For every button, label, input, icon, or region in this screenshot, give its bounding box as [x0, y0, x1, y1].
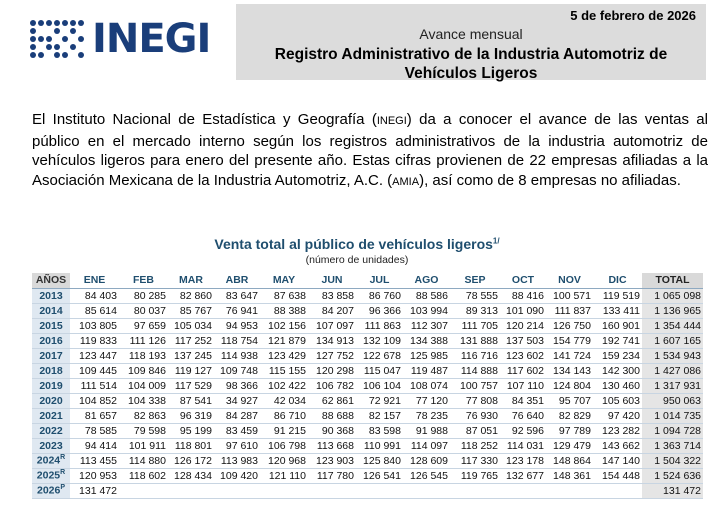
- intro-text-1: El Instituto Nacional de Estadística y Geografía (: [32, 111, 377, 128]
- value-cell: 123 429: [260, 348, 308, 363]
- total-cell: 1 607 165: [642, 333, 703, 348]
- value-cell: 114 938: [214, 348, 260, 363]
- column-header: MAR: [168, 273, 214, 288]
- value-cell: 129 479: [546, 438, 593, 453]
- value-cell: 123 178: [500, 453, 546, 468]
- year-label: 2024: [36, 454, 61, 467]
- table-header-row: [32, 273, 703, 288]
- value-cell: 137 245: [168, 348, 214, 363]
- sales-table: [32, 273, 703, 499]
- column-header: MAY: [260, 273, 308, 288]
- year-cell: [32, 423, 70, 438]
- year-label: 2023: [39, 439, 63, 452]
- intro-paragraph: [32, 110, 708, 192]
- value-cell: 123 282: [593, 423, 642, 438]
- value-cell: 76 941: [214, 303, 260, 318]
- year-cell: [32, 453, 70, 468]
- value-cell: 128 609: [403, 453, 450, 468]
- column-header: AÑOS: [32, 273, 70, 288]
- value-cell: 118 801: [168, 438, 214, 453]
- value-cell: 116 716: [450, 348, 500, 363]
- value-cell: 88 688: [308, 408, 356, 423]
- value-cell: 111 863: [356, 318, 403, 333]
- value-cell: 126 541: [356, 468, 403, 483]
- value-cell: 131 472: [70, 483, 119, 498]
- year-cell: [32, 378, 70, 393]
- value-cell: 109 748: [214, 363, 260, 378]
- value-cell: 117 780: [308, 468, 356, 483]
- value-cell: 111 126: [119, 333, 168, 348]
- value-cell: 110 991: [356, 438, 403, 453]
- total-cell: 950 063: [642, 393, 703, 408]
- value-cell: 142 300: [593, 363, 642, 378]
- value-cell: [119, 483, 168, 498]
- value-cell: 154 779: [546, 333, 593, 348]
- value-cell: 94 953: [214, 318, 260, 333]
- value-cell: 88 416: [500, 288, 546, 303]
- table-title-text: Venta total al público de vehículos ligeros: [214, 236, 493, 252]
- total-cell: 1 094 728: [642, 423, 703, 438]
- column-header: TOTAL: [642, 273, 703, 288]
- value-cell: 105 603: [593, 393, 642, 408]
- value-cell: 113 983: [214, 453, 260, 468]
- value-cell: 83 598: [356, 423, 403, 438]
- total-cell: 1 354 444: [642, 318, 703, 333]
- value-cell: 120 968: [260, 453, 308, 468]
- value-cell: 34 927: [214, 393, 260, 408]
- value-cell: 119 519: [593, 288, 642, 303]
- table-title: [0, 236, 714, 252]
- value-cell: 79 598: [119, 423, 168, 438]
- value-cell: 87 051: [450, 423, 500, 438]
- total-cell: 1 504 322: [642, 453, 703, 468]
- value-cell: 119 487: [403, 363, 450, 378]
- column-header: NOV: [546, 273, 593, 288]
- table-row: [32, 288, 703, 303]
- value-cell: 92 596: [500, 423, 546, 438]
- total-cell: 1 065 098: [642, 288, 703, 303]
- value-cell: 119 127: [168, 363, 214, 378]
- value-cell: 117 252: [168, 333, 214, 348]
- year-label: 2018: [39, 364, 63, 377]
- table-row: [32, 468, 703, 483]
- value-cell: 119 765: [450, 468, 500, 483]
- year-cell: [32, 483, 70, 498]
- value-cell: 91 215: [260, 423, 308, 438]
- year-label: 2015: [39, 319, 63, 332]
- value-cell: 192 741: [593, 333, 642, 348]
- value-cell: 148 361: [546, 468, 593, 483]
- value-cell: 97 789: [546, 423, 593, 438]
- year-label: 2026: [36, 484, 61, 497]
- value-cell: 131 888: [450, 333, 500, 348]
- value-cell: 101 090: [500, 303, 546, 318]
- value-cell: 94 414: [70, 438, 119, 453]
- year-cell: [32, 303, 70, 318]
- column-header: FEB: [119, 273, 168, 288]
- value-cell: 102 156: [260, 318, 308, 333]
- value-cell: 120 214: [500, 318, 546, 333]
- publication-date: 5 de febrero de 2026: [570, 8, 696, 23]
- year-label: 2013: [39, 289, 63, 302]
- value-cell: 113 668: [308, 438, 356, 453]
- table-row: [32, 348, 703, 363]
- value-cell: 89 313: [450, 303, 500, 318]
- value-cell: 80 037: [119, 303, 168, 318]
- value-cell: 114 880: [119, 453, 168, 468]
- value-cell: 132 677: [500, 468, 546, 483]
- intro-text-2: ) da a conocer el avance de las ventas al público en el mercado interno según los registros administrativos de la industria automotriz de vehículos ligeros para enero del presente año. Estas cifras provienen de 22 empresas afiliadas a la Asociación Mexicana de la Industria Automotriz, A.C. (: [32, 111, 708, 189]
- year-label: 2017: [39, 349, 63, 362]
- column-header: ENE: [70, 273, 119, 288]
- value-cell: 123 602: [500, 348, 546, 363]
- value-cell: 125 840: [356, 453, 403, 468]
- value-cell: 132 109: [356, 333, 403, 348]
- value-cell: 126 545: [403, 468, 450, 483]
- value-cell: 134 388: [403, 333, 450, 348]
- table-row: [32, 333, 703, 348]
- value-cell: 80 285: [119, 288, 168, 303]
- year-cell: [32, 333, 70, 348]
- value-cell: 134 143: [546, 363, 593, 378]
- value-cell: [403, 483, 450, 498]
- table-row: [32, 408, 703, 423]
- value-cell: 107 097: [308, 318, 356, 333]
- table-title-note: 1/: [492, 236, 500, 246]
- value-cell: 109 420: [214, 468, 260, 483]
- table-row: [32, 453, 703, 468]
- value-cell: [500, 483, 546, 498]
- value-cell: 82 157: [356, 408, 403, 423]
- table-row: [32, 378, 703, 393]
- year-cell: [32, 468, 70, 483]
- value-cell: [450, 483, 500, 498]
- year-label: 2014: [39, 304, 63, 317]
- value-cell: 125 985: [403, 348, 450, 363]
- value-cell: 114 097: [403, 438, 450, 453]
- value-cell: 106 104: [356, 378, 403, 393]
- total-cell: 1 427 086: [642, 363, 703, 378]
- value-cell: 109 445: [70, 363, 119, 378]
- value-cell: 120 298: [308, 363, 356, 378]
- value-cell: 88 388: [260, 303, 308, 318]
- logo-dots-icon: [28, 17, 86, 61]
- value-cell: 97 420: [593, 408, 642, 423]
- value-cell: 130 460: [593, 378, 642, 393]
- value-cell: 90 368: [308, 423, 356, 438]
- column-header: JUL: [356, 273, 403, 288]
- value-cell: 127 752: [308, 348, 356, 363]
- total-cell: 1 317 931: [642, 378, 703, 393]
- value-cell: 120 953: [70, 468, 119, 483]
- value-cell: 82 860: [168, 288, 214, 303]
- value-cell: 77 120: [403, 393, 450, 408]
- column-header: OCT: [500, 273, 546, 288]
- value-cell: 98 366: [214, 378, 260, 393]
- column-header: SEP: [450, 273, 500, 288]
- value-cell: 111 514: [70, 378, 119, 393]
- value-cell: 121 879: [260, 333, 308, 348]
- value-cell: 83 858: [308, 288, 356, 303]
- value-cell: 81 657: [70, 408, 119, 423]
- year-label: 2025: [36, 469, 61, 482]
- value-cell: 85 614: [70, 303, 119, 318]
- value-cell: 76 930: [450, 408, 500, 423]
- value-cell: [308, 483, 356, 498]
- year-cell: [32, 393, 70, 408]
- value-cell: 78 235: [403, 408, 450, 423]
- value-cell: 122 678: [356, 348, 403, 363]
- value-cell: 115 155: [260, 363, 308, 378]
- value-cell: [356, 483, 403, 498]
- value-cell: 117 602: [500, 363, 546, 378]
- table-row: [32, 438, 703, 453]
- value-cell: 117 529: [168, 378, 214, 393]
- total-cell: 1 534 943: [642, 348, 703, 363]
- intro-abbr-amia: AMIA: [392, 175, 420, 188]
- value-cell: 88 586: [403, 288, 450, 303]
- value-cell: 82 863: [119, 408, 168, 423]
- table-row: [32, 483, 703, 498]
- value-cell: 118 252: [450, 438, 500, 453]
- value-cell: 108 074: [403, 378, 450, 393]
- column-header: AGO: [403, 273, 450, 288]
- header-title: Registro Administrativo de la Industria Automotriz de Vehículos Ligeros: [274, 46, 668, 82]
- value-cell: 109 846: [119, 363, 168, 378]
- table-row: [32, 393, 703, 408]
- total-cell: 1 363 714: [642, 438, 703, 453]
- value-cell: 119 833: [70, 333, 119, 348]
- value-cell: 115 047: [356, 363, 403, 378]
- value-cell: 96 319: [168, 408, 214, 423]
- value-cell: 86 760: [356, 288, 403, 303]
- value-cell: 72 921: [356, 393, 403, 408]
- value-cell: 106 782: [308, 378, 356, 393]
- year-superscript: R: [60, 454, 66, 462]
- value-cell: 95 707: [546, 393, 593, 408]
- value-cell: 84 287: [214, 408, 260, 423]
- value-cell: 118 602: [119, 468, 168, 483]
- value-cell: 107 110: [500, 378, 546, 393]
- value-cell: 76 640: [500, 408, 546, 423]
- value-cell: 97 659: [119, 318, 168, 333]
- value-cell: 84 351: [500, 393, 546, 408]
- value-cell: 113 455: [70, 453, 119, 468]
- value-cell: 123 447: [70, 348, 119, 363]
- value-cell: 104 009: [119, 378, 168, 393]
- value-cell: 114 031: [500, 438, 546, 453]
- value-cell: 42 034: [260, 393, 308, 408]
- value-cell: 104 852: [70, 393, 119, 408]
- total-cell: 1 014 735: [642, 408, 703, 423]
- value-cell: 114 888: [450, 363, 500, 378]
- value-cell: 141 724: [546, 348, 593, 363]
- value-cell: 103 805: [70, 318, 119, 333]
- table-row: [32, 303, 703, 318]
- value-cell: 118 193: [119, 348, 168, 363]
- value-cell: 87 638: [260, 288, 308, 303]
- year-label: 2021: [39, 409, 63, 422]
- total-cell: 131 472: [642, 483, 703, 498]
- header-box: [236, 4, 706, 80]
- value-cell: 85 767: [168, 303, 214, 318]
- value-cell: 111 705: [450, 318, 500, 333]
- value-cell: 77 808: [450, 393, 500, 408]
- value-cell: 117 330: [450, 453, 500, 468]
- value-cell: [593, 483, 642, 498]
- column-header: JUN: [308, 273, 356, 288]
- value-cell: 96 366: [356, 303, 403, 318]
- year-cell: [32, 318, 70, 333]
- value-cell: 143 662: [593, 438, 642, 453]
- value-cell: 123 903: [308, 453, 356, 468]
- intro-abbr-inegi: INEGI: [376, 115, 407, 127]
- value-cell: 83 647: [214, 288, 260, 303]
- value-cell: 133 411: [593, 303, 642, 318]
- value-cell: 95 199: [168, 423, 214, 438]
- year-cell: [32, 348, 70, 363]
- value-cell: 83 459: [214, 423, 260, 438]
- total-cell: 1 136 965: [642, 303, 703, 318]
- logo-text: INEGI: [92, 16, 211, 62]
- year-cell: [32, 363, 70, 378]
- total-cell: 1 524 636: [642, 468, 703, 483]
- table-row: [32, 318, 703, 333]
- value-cell: 159 234: [593, 348, 642, 363]
- value-cell: 106 798: [260, 438, 308, 453]
- table-subtitle: (número de unidades): [305, 254, 409, 266]
- value-cell: 134 913: [308, 333, 356, 348]
- table-row: [32, 363, 703, 378]
- value-cell: 105 034: [168, 318, 214, 333]
- value-cell: [260, 483, 308, 498]
- value-cell: 148 864: [546, 453, 593, 468]
- value-cell: 78 585: [70, 423, 119, 438]
- value-cell: 78 555: [450, 288, 500, 303]
- column-header: ABR: [214, 273, 260, 288]
- value-cell: 126 750: [546, 318, 593, 333]
- year-superscript: R: [60, 469, 66, 477]
- year-cell: [32, 438, 70, 453]
- year-cell: [32, 288, 70, 303]
- value-cell: 137 503: [500, 333, 546, 348]
- year-cell: [32, 408, 70, 423]
- value-cell: [168, 483, 214, 498]
- value-cell: 86 710: [260, 408, 308, 423]
- table-body: [32, 288, 703, 498]
- value-cell: 160 901: [593, 318, 642, 333]
- value-cell: 128 434: [168, 468, 214, 483]
- year-label: 2022: [39, 424, 63, 437]
- value-cell: 126 172: [168, 453, 214, 468]
- value-cell: 84 403: [70, 288, 119, 303]
- value-cell: 101 911: [119, 438, 168, 453]
- value-cell: 97 610: [214, 438, 260, 453]
- intro-text-3: ), así como de 8 empresas no afiliadas.: [419, 171, 681, 189]
- column-header: DIC: [593, 273, 642, 288]
- value-cell: 100 757: [450, 378, 500, 393]
- inegi-logo: [28, 14, 228, 64]
- year-label: 2019: [39, 379, 63, 392]
- value-cell: 87 541: [168, 393, 214, 408]
- value-cell: 147 140: [593, 453, 642, 468]
- header-subtitle: Avance mensual: [419, 26, 523, 42]
- value-cell: 62 861: [308, 393, 356, 408]
- year-label: 2020: [39, 394, 63, 407]
- value-cell: 124 804: [546, 378, 593, 393]
- year-superscript: P: [60, 484, 66, 492]
- value-cell: [214, 483, 260, 498]
- value-cell: 102 422: [260, 378, 308, 393]
- table-row: [32, 423, 703, 438]
- year-label: 2016: [39, 334, 63, 347]
- value-cell: 84 207: [308, 303, 356, 318]
- value-cell: 103 994: [403, 303, 450, 318]
- value-cell: 111 837: [546, 303, 593, 318]
- value-cell: 82 829: [546, 408, 593, 423]
- value-cell: 118 754: [214, 333, 260, 348]
- value-cell: 91 988: [403, 423, 450, 438]
- value-cell: 100 571: [546, 288, 593, 303]
- value-cell: 121 110: [260, 468, 308, 483]
- value-cell: 112 307: [403, 318, 450, 333]
- value-cell: 104 338: [119, 393, 168, 408]
- value-cell: [546, 483, 593, 498]
- value-cell: 154 448: [593, 468, 642, 483]
